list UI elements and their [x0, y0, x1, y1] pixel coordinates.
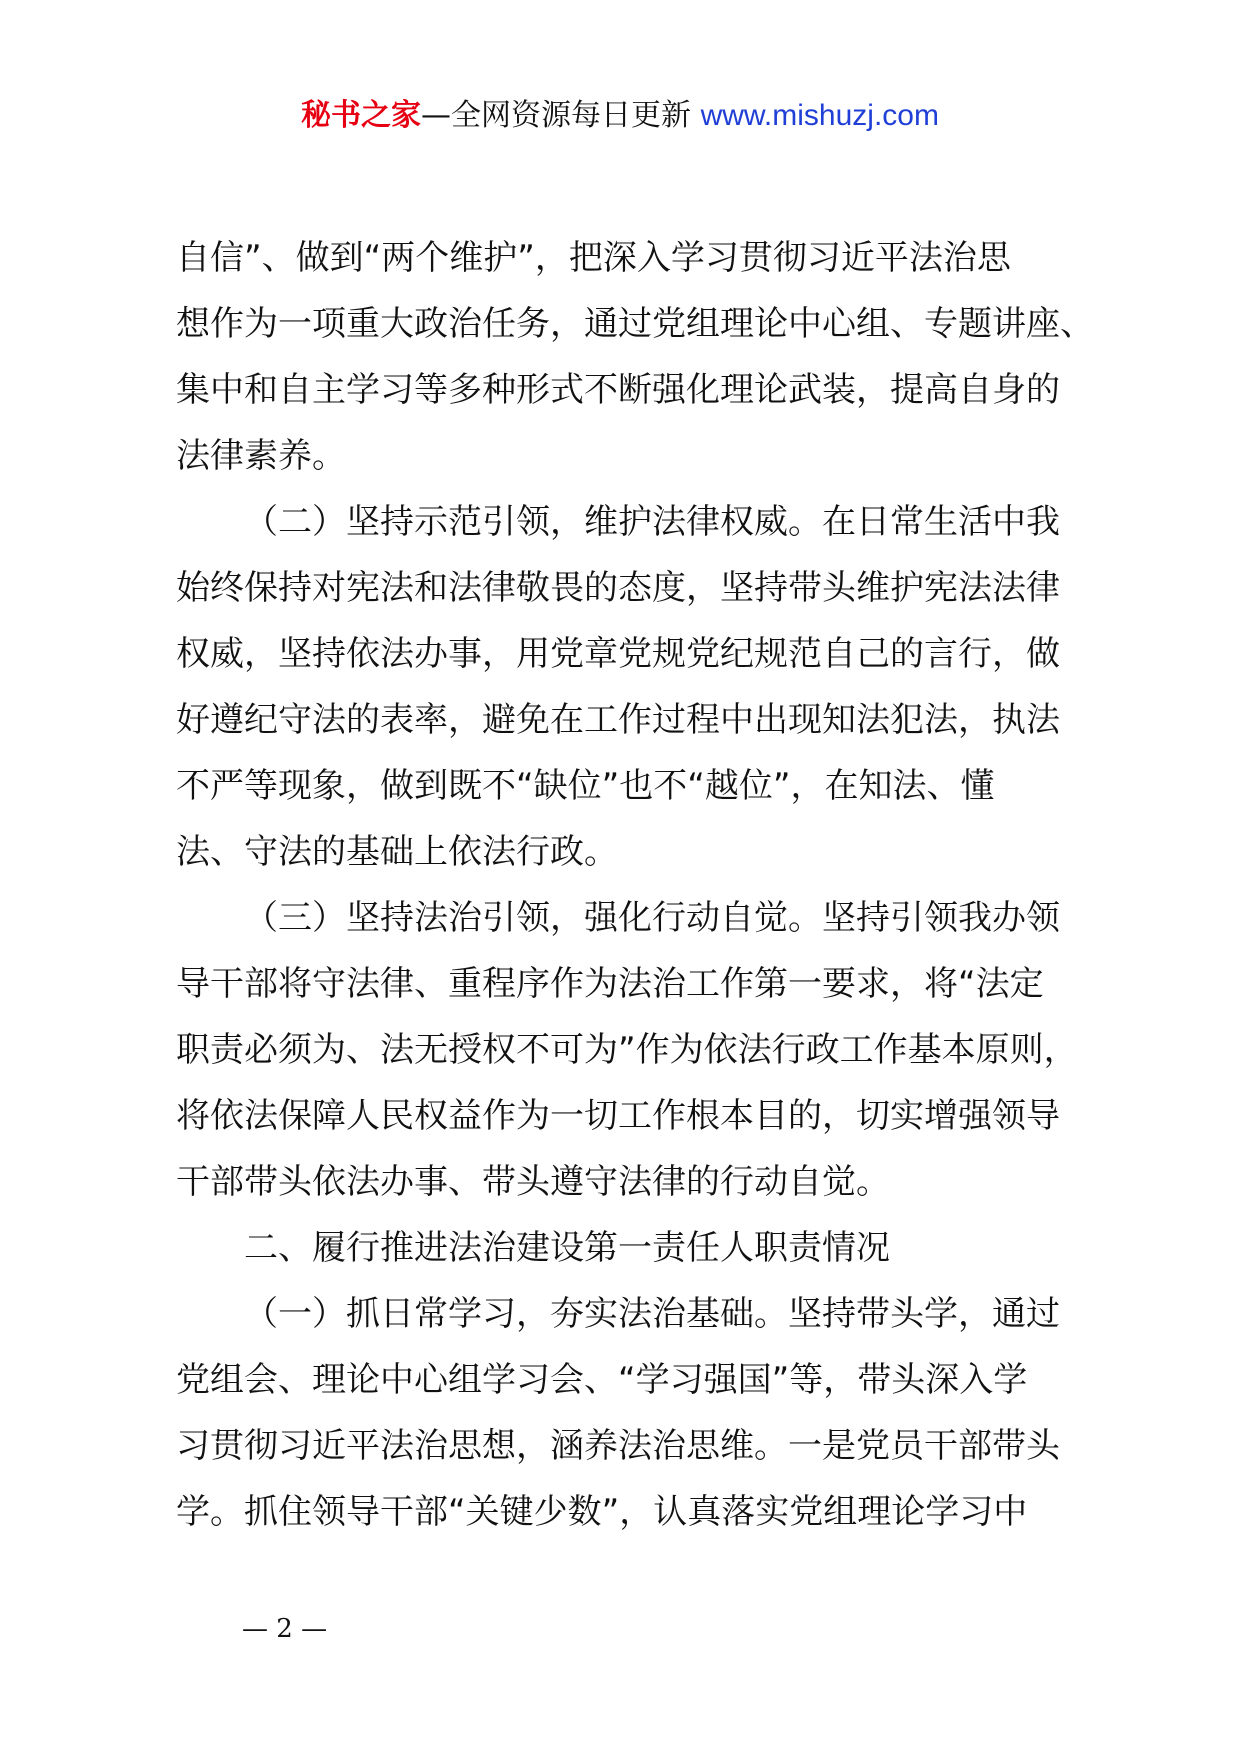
site-url-link[interactable]: www.mishuzj.com	[700, 99, 939, 132]
text-line: 好遵纪守法的表率，避免在工作过程中出现知法犯法，执法	[176, 700, 1060, 740]
text-line: 职责必须为、法无授权不可为”作为依法行政工作基本原则，	[176, 1030, 1078, 1070]
text-line: 导干部将守法律、重程序作为法治工作第一要求，将“法定	[176, 964, 1044, 1004]
text-line: 不严等现象，做到既不“缺位”也不“越位”，在知法、懂	[176, 766, 995, 806]
text-line: 将依法保障人民权益作为一切工作根本目的，切实增强领导	[176, 1096, 1060, 1136]
text-line: 学。抓住领导干部“关键少数”，认真落实党组理论学习中	[176, 1492, 1028, 1532]
paragraph-start-line: （二）坚持示范引领，维护法律权威。在日常生活中我	[244, 502, 1060, 542]
brand-name: 秘书之家	[301, 98, 422, 133]
site-header	[0, 96, 1240, 136]
text-line: 想作为一项重大政治任务，通过党组理论中心组、专题讲座、	[176, 304, 1094, 344]
text-line: 权威，坚持依法办事，用党章党规党纪规范自己的言行，做	[176, 634, 1060, 674]
text-line: 党组会、理论中心组学习会、“学习强国”等，带头深入学	[176, 1360, 1028, 1400]
document-body	[176, 225, 1094, 1545]
header-slogan: —全网资源每日更新	[421, 98, 701, 133]
text-line: 集中和自主学习等多种形式不断强化理论武装，提高自身的	[176, 370, 1060, 410]
page-number: — 2 —	[242, 1614, 328, 1644]
text-line: 干部带头依法办事、带头遵守法律的行动自觉。	[176, 1162, 890, 1202]
paragraph-start-line: （一）抓日常学习，夯实法治基础。坚持带头学，通过	[244, 1294, 1060, 1334]
text-line: 法律素养。	[176, 436, 346, 476]
text-line: 自信”、做到“两个维护”，把深入学习贯彻习近平法治思	[176, 238, 1011, 278]
text-line: 法、守法的基础上依法行政。	[176, 832, 618, 872]
text-line: 始终保持对宪法和法律敬畏的态度，坚持带头维护宪法法律	[176, 568, 1060, 608]
section-heading: 二、履行推进法治建设第一责任人职责情况	[244, 1228, 890, 1268]
text-line: 习贯彻习近平法治思想，涵养法治思维。一是党员干部带头	[176, 1426, 1060, 1466]
paragraph-start-line: （三）坚持法治引领，强化行动自觉。坚持引领我办领	[244, 898, 1060, 938]
